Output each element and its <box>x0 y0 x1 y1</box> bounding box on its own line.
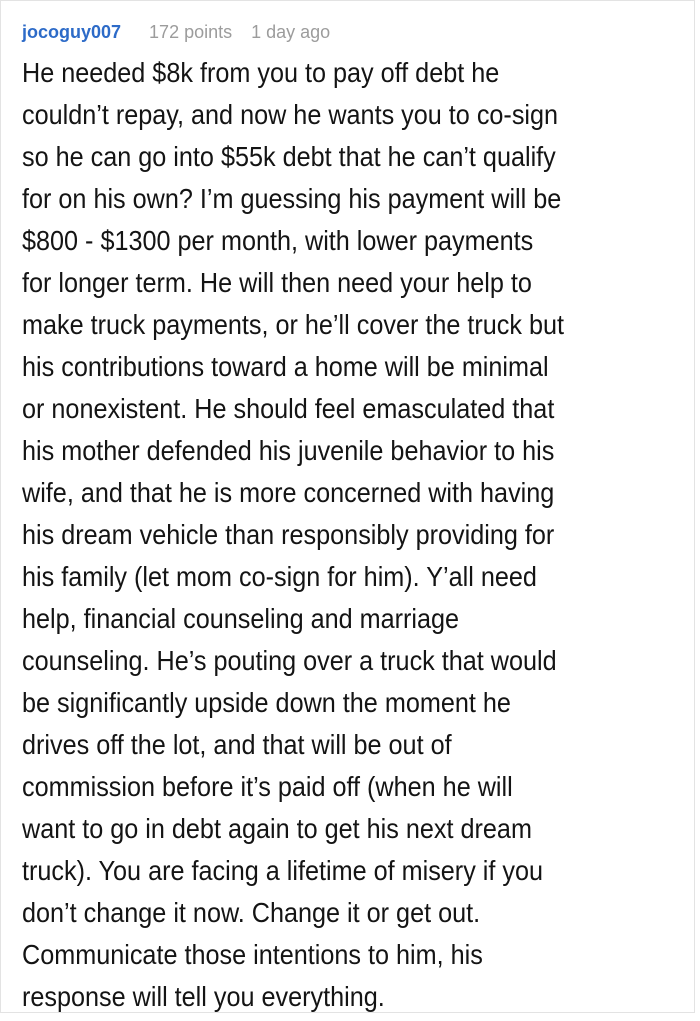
comment-text-line: commission before it’s paid off (when he will <box>22 771 513 802</box>
comment-header <box>1 1 694 43</box>
comment-text-line: or nonexistent. He should feel emasculated that <box>22 393 555 424</box>
comment-text-line: response will tell you everything. <box>22 981 385 1012</box>
comment-text-line: drives off the lot, and that will be out of <box>22 729 452 760</box>
comment-points: 172 points <box>149 22 233 42</box>
comment-author-link[interactable]: jocoguy007 <box>22 22 122 42</box>
comment-text-line: his mother defended his juvenile behavior to his <box>22 435 555 466</box>
comment-text-line: He needed $8k from you to pay off debt he <box>22 57 500 88</box>
comment-text-line: for longer term. He will then need your help to <box>22 267 532 298</box>
comment-timestamp: 1 day ago <box>251 22 331 42</box>
comment-text-line: couldn’t repay, and now he wants you to co-sign <box>22 99 559 130</box>
comment-text-line: for on his own? I’m guessing his payment will be <box>22 183 562 214</box>
comment-text-line: $800 - $1300 per month, with lower payments <box>22 225 534 256</box>
comment-text-line: make truck payments, or he’ll cover the truck but <box>22 309 565 340</box>
comment-text-line: help, financial counseling and marriage <box>22 603 460 634</box>
comment-text-line: want to go in debt again to get his next dream <box>22 813 532 844</box>
comment-text <box>22 52 688 1018</box>
comment-text-line: so he can go into $55k debt that he can’t qualify <box>22 141 556 172</box>
comment-text-line: his dream vehicle than responsibly providing for <box>22 519 555 550</box>
comment-text-line: his family (let mom co-sign for him). Y’all need <box>22 561 537 592</box>
comment-text-line: don’t change it now. Change it or get out. <box>22 897 481 928</box>
comment-text-line: counseling. He’s pouting over a truck that would <box>22 645 557 676</box>
comment-text-line: truck). You are facing a lifetime of misery if you <box>22 855 544 886</box>
comment-text-line: be significantly upside down the moment he <box>22 687 511 718</box>
comment-text-line: wife, and that he is more concerned with having <box>22 477 555 508</box>
comment-text-line: Communicate those intentions to him, his <box>22 939 483 970</box>
comment-text-line: his contributions toward a home will be minimal <box>22 351 549 382</box>
